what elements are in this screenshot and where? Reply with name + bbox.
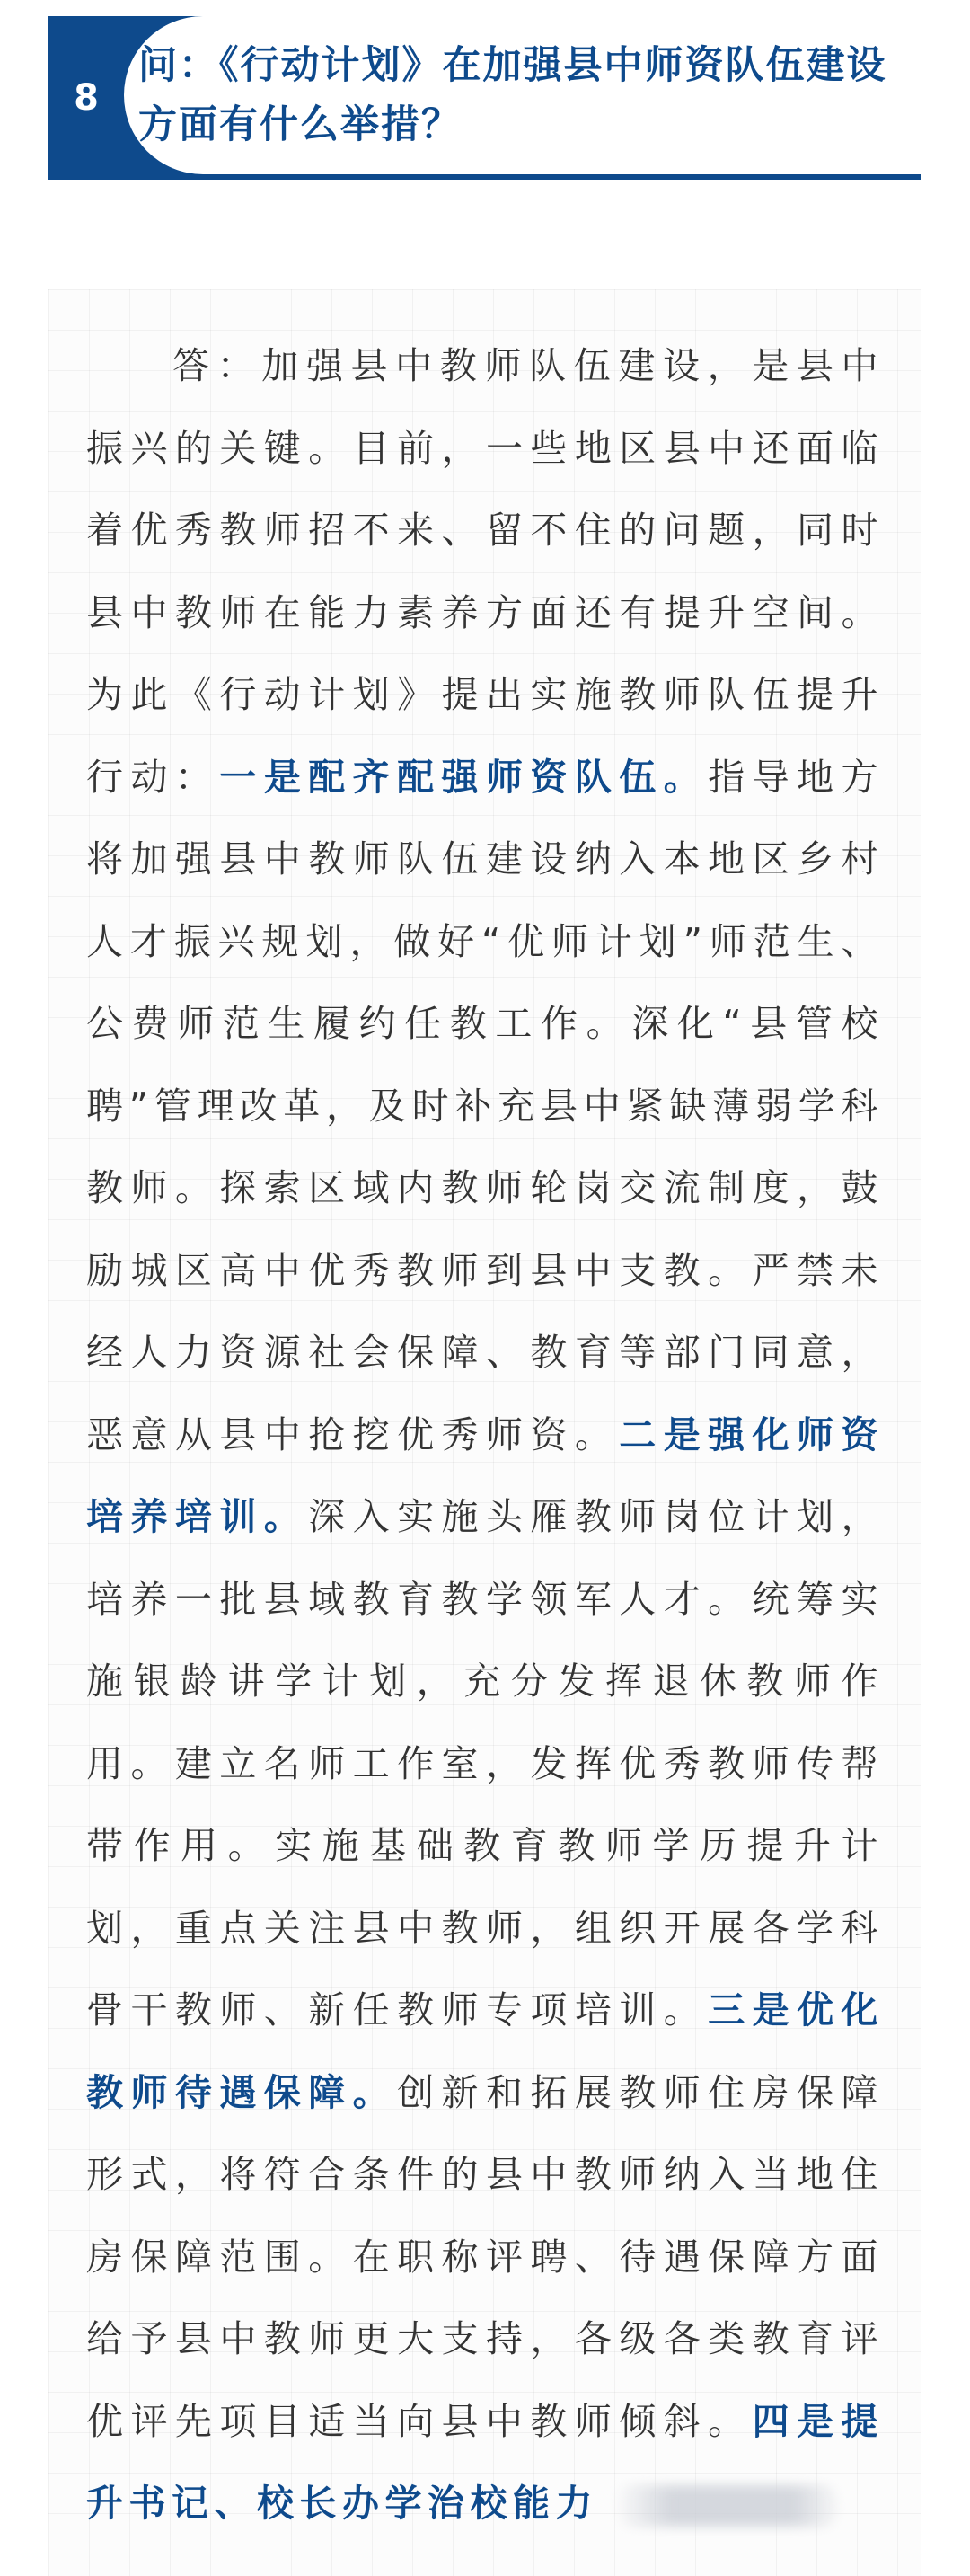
answer-highlight-point-4: 四是提升书记、校长办学治校能力: [86, 2399, 885, 2525]
answer-text-point-1: 指导地方将加强县中教师队伍建设纳入本地区乡村人才振兴规划，做好“优师计划”师范生、公费师范生履约任教工作。深化“县管校聘”管理改革，及时补充县中紧缺薄弱学科教师。探索区域内教师轮岗交流制度，鼓励城区高中优秀教师到县中支教。严禁未经人力资源社会保障、教育等部门同意，恶意从县中抢挖优秀师资。: [86, 755, 885, 1456]
answer-highlight-point-1: 一是配齐配强师资队伍。: [219, 755, 709, 799]
blurred-text-overlay: [614, 2485, 839, 2527]
answer-highlight-point-2: 二是强化师资培养培训。: [86, 1412, 885, 1538]
question-number: 8: [74, 77, 99, 119]
question-title: 问：《行动计划》在加强县中师资队伍建设方面有什么举措？: [138, 43, 887, 147]
question-underline: [124, 174, 922, 180]
answer-text-point-2: 深入实施头雁教师岗位计划，培养一批县域教育教学领军人才。统筹实施银龄讲学计划，充分发挥退休教师作用。建立名师工作室，发挥优秀教师传帮带作用。实施基础教育教师学历提升计划，重点关注县中教师，组织开展各学科骨干教师、新任教师专项培训。: [86, 1495, 885, 2032]
answer-text-intro: 答：加强县中教师队伍建设，是县中振兴的关键。目前，一些地区县中还面临着优秀教师招不来、留不住的问题，同时县中教师在能力素养方面还有提升空间。为此《行动计划》提出实施教师队伍提升行动：: [86, 344, 884, 799]
answer-highlight-point-3: 三是优化教师待遇保障。: [86, 1988, 885, 2114]
question-header: [48, 16, 922, 180]
answer-text-point-3: 创新和拓展教师住房保障形式，将符合条件的县中教师纳入当地住房保障范围。在职称评聘、待遇保障方面给予县中教师更大支持，各级各类教育评优评先项目适当向县中教师倾斜。: [86, 2070, 885, 2443]
answer-paragraph: [86, 325, 884, 2545]
